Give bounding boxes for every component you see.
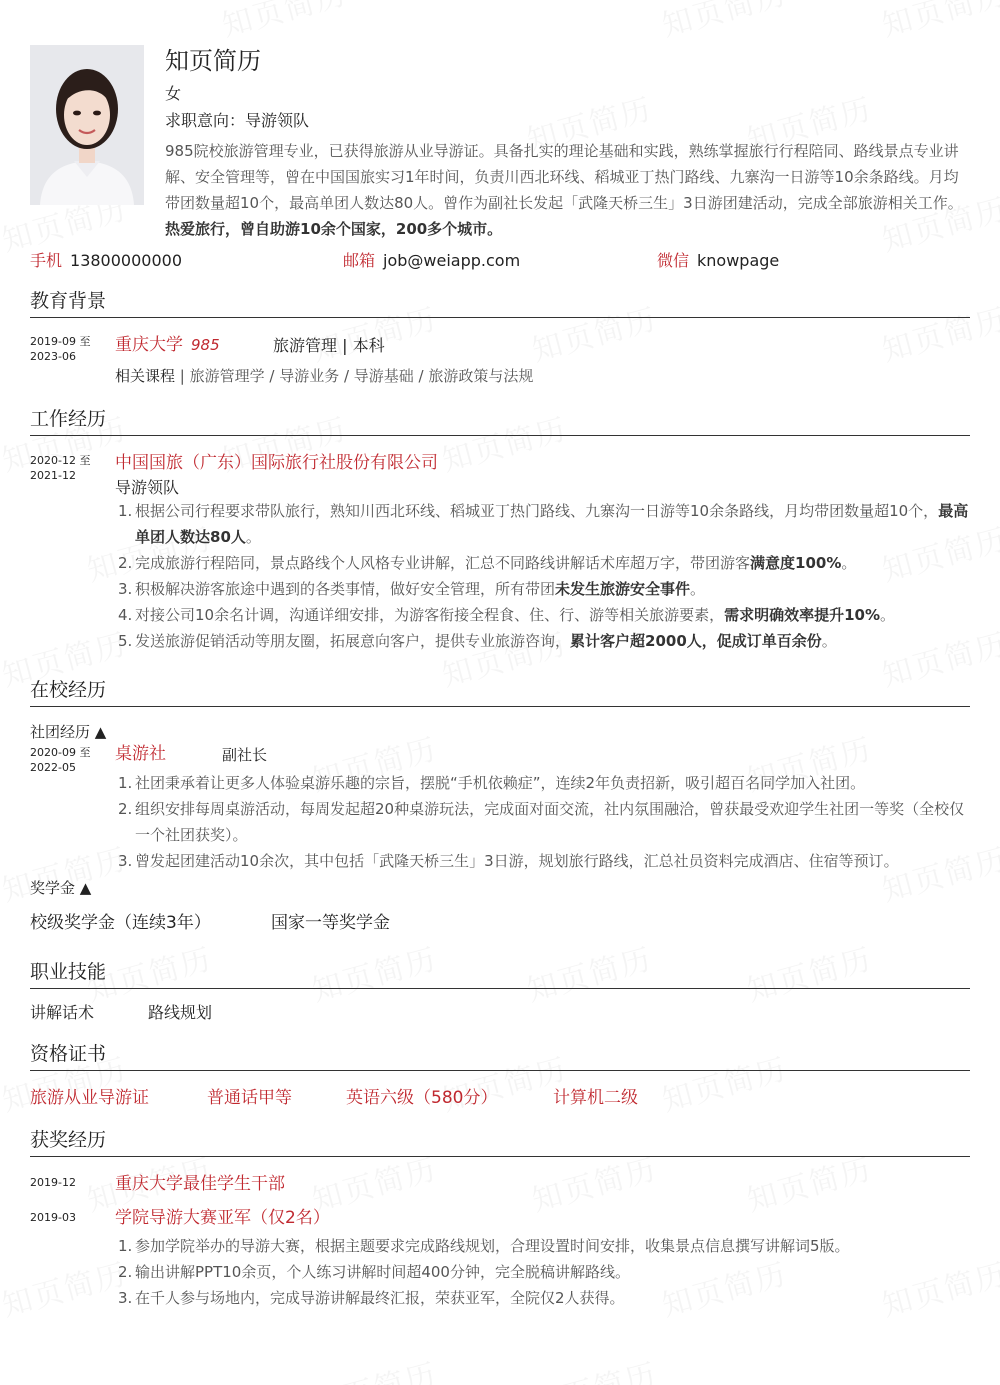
date-end: 2023-06 xyxy=(30,350,76,363)
courses-list: | 旅游管理学 / 导游业务 / 导游基础 / 旅游政策与法规 xyxy=(175,367,534,385)
work-duties xyxy=(115,498,975,654)
resume-name: 知页简历 xyxy=(165,47,261,75)
school: 重庆大学 xyxy=(115,335,183,355)
club-date xyxy=(30,745,110,775)
job-intent-value: 导游领队 xyxy=(245,111,310,130)
major-degree: 旅游管理 | 本科 xyxy=(273,336,385,355)
summary-highlight: 热爱旅行，曾自助游10余个国家，200多个城市。 xyxy=(165,220,503,238)
education-date xyxy=(30,334,110,364)
job-intent-label: 求职意向： xyxy=(165,111,246,130)
certificate-item: 普通话甲等 xyxy=(207,1088,292,1108)
contact-value: knowpage xyxy=(697,251,780,270)
contact-value: 13800000000 xyxy=(70,251,182,270)
club-duties xyxy=(115,770,975,874)
self-summary xyxy=(165,138,965,242)
list-item: 2. 完成旅游行程陪同，景点路线个人风格专业讲解，汇总不同路线讲解话术库超万字，带团游客满意度100%。 xyxy=(118,554,857,572)
skill-item: 讲解话术 xyxy=(30,1003,95,1022)
watermark xyxy=(656,0,791,45)
scholarship-item: 校级奖学金（连续3年） xyxy=(30,913,211,933)
contact-row xyxy=(30,248,970,274)
section-title-education: 教育背景 xyxy=(30,288,970,318)
school-name xyxy=(115,333,220,357)
watermark xyxy=(876,0,1000,45)
portrait-image xyxy=(30,45,144,205)
profile-photo xyxy=(30,45,144,205)
contact-value: job@weiapp.com xyxy=(383,251,521,270)
job-intent xyxy=(165,110,309,132)
list-item: 3. 在千人参与场地内，完成导游讲解最终汇报，荣获亚军，全院仅2人获得。 xyxy=(118,1289,625,1307)
school-tag: 985 xyxy=(191,336,220,354)
club-role: 副社长 xyxy=(222,746,268,764)
award-name: 重庆大学最佳学生干部 xyxy=(115,1174,285,1194)
skill-item: 路线规划 xyxy=(148,1003,213,1022)
award-name: 学院导游大赛亚军（仅2名） xyxy=(115,1208,330,1228)
certificate-item: 旅游从业导游证 xyxy=(30,1088,149,1108)
section-title-work: 工作经历 xyxy=(30,406,970,436)
section-title-skills: 职业技能 xyxy=(30,959,970,989)
list-item: 1. 根据公司行程要求带队旅行，熟知川西北环线、稻城亚丁热门路线、九寨沟一日游等10余条路线，月均带团数量超10个，最高单团人数达80人。 xyxy=(118,502,969,546)
watermark xyxy=(526,1349,661,1385)
list-item: 1. 参加学院举办的导游大赛，根据主题要求完成路线规划，合理设置时间安排，收集景点信息撰写讲解词5版。 xyxy=(118,1237,850,1255)
list-item: 2. 输出讲解PPT10余页，个人练习讲解时间超400分钟，完全脱稿讲解路线。 xyxy=(118,1263,630,1281)
contact-phone xyxy=(30,248,182,274)
list-item: 3. 积极解决游客旅途中遇到的各类事情，做好安全管理，所有带团未发生旅游安全事件。 xyxy=(118,580,706,598)
certificate-item: 计算机二级 xyxy=(553,1088,638,1108)
contact-email xyxy=(343,248,520,274)
section-title-awards: 获奖经历 xyxy=(30,1127,970,1157)
gender: 女 xyxy=(165,84,182,103)
date-end: 2022-05 xyxy=(30,761,76,774)
related-courses xyxy=(115,365,533,387)
date-start: 2019-09 至 xyxy=(30,335,91,348)
section-title-certificates: 资格证书 xyxy=(30,1041,970,1071)
list-item: 3. 曾发起团建活动10余次，其中包括「武隆天桥三生」3日游，规划旅行路线，汇总社员资料完成酒店、住宿等预订。 xyxy=(118,852,899,870)
date-start: 2020-12 至 xyxy=(30,454,91,467)
summary-text: 985院校旅游管理专业，已获得旅游从业导游证。具备扎实的理论基础和实践，熟练掌握旅行行程陪同、路线景点专业讲解、安全管理等，曾在中国国旅实习1年时间，负责川西北环线、稻城亚丁热门路线、九寨沟一日游等10余条路线。月均带团数量超10个，最高单团人数达80人。曾作为副社长发起「武隆天桥三生」3日游团建活动，完成全部旅游相关工作。 xyxy=(165,142,963,212)
date-start: 2020-09 至 xyxy=(30,746,91,759)
list-item: 5. 发送旅游促销活动等朋友圈，拓展意向客户，提供专业旅游咨询，累计客户超2000人，促成订单百余份。 xyxy=(118,632,837,650)
award-date: 2019-03 xyxy=(30,1211,76,1224)
contact-wechat xyxy=(657,248,779,274)
list-item: 4. 对接公司10余名计调，沟通详细安排，为游客衔接全程食、住、行、游等相关旅游要素，需求明确效率提升10%。 xyxy=(118,606,896,624)
section-title-campus: 在校经历 xyxy=(30,677,970,707)
work-date xyxy=(30,453,110,483)
date-end: 2021-12 xyxy=(30,469,76,482)
club-subheading: 社团经历 ▲ xyxy=(30,723,107,741)
contact-label: 微信 xyxy=(657,251,690,270)
watermark xyxy=(306,1349,441,1385)
contact-label: 邮箱 xyxy=(343,251,376,270)
list-item: 1. 社团秉承着让更多人体验桌游乐趣的宗旨，摆脱“手机依赖症”，连续2年负责招新，吸引超百名同学加入社团。 xyxy=(118,774,866,792)
scholarship-subheading: 奖学金 ▲ xyxy=(30,879,92,897)
award-details xyxy=(115,1233,975,1311)
watermark xyxy=(216,0,351,45)
club-name: 桌游社 xyxy=(115,744,166,764)
award-date: 2019-12 xyxy=(30,1176,76,1189)
company-name: 中国国旅（广东）国际旅行社股份有限公司 xyxy=(115,453,438,473)
list-item: 2. 组织安排每周桌游活动，每周发起超20种桌游玩法，完成面对面交流，社内氛围融洽，曾获最受欢迎学生社团一等奖（全校仅一个社团获奖）。 xyxy=(118,800,965,844)
scholarship-item: 国家一等奖学金 xyxy=(271,913,390,933)
watermark xyxy=(0,1249,132,1325)
courses-label: 相关课程 xyxy=(115,367,176,385)
work-role: 导游领队 xyxy=(115,478,180,497)
contact-label: 手机 xyxy=(30,251,63,270)
certificate-item: 英语六级（580分） xyxy=(346,1088,498,1108)
